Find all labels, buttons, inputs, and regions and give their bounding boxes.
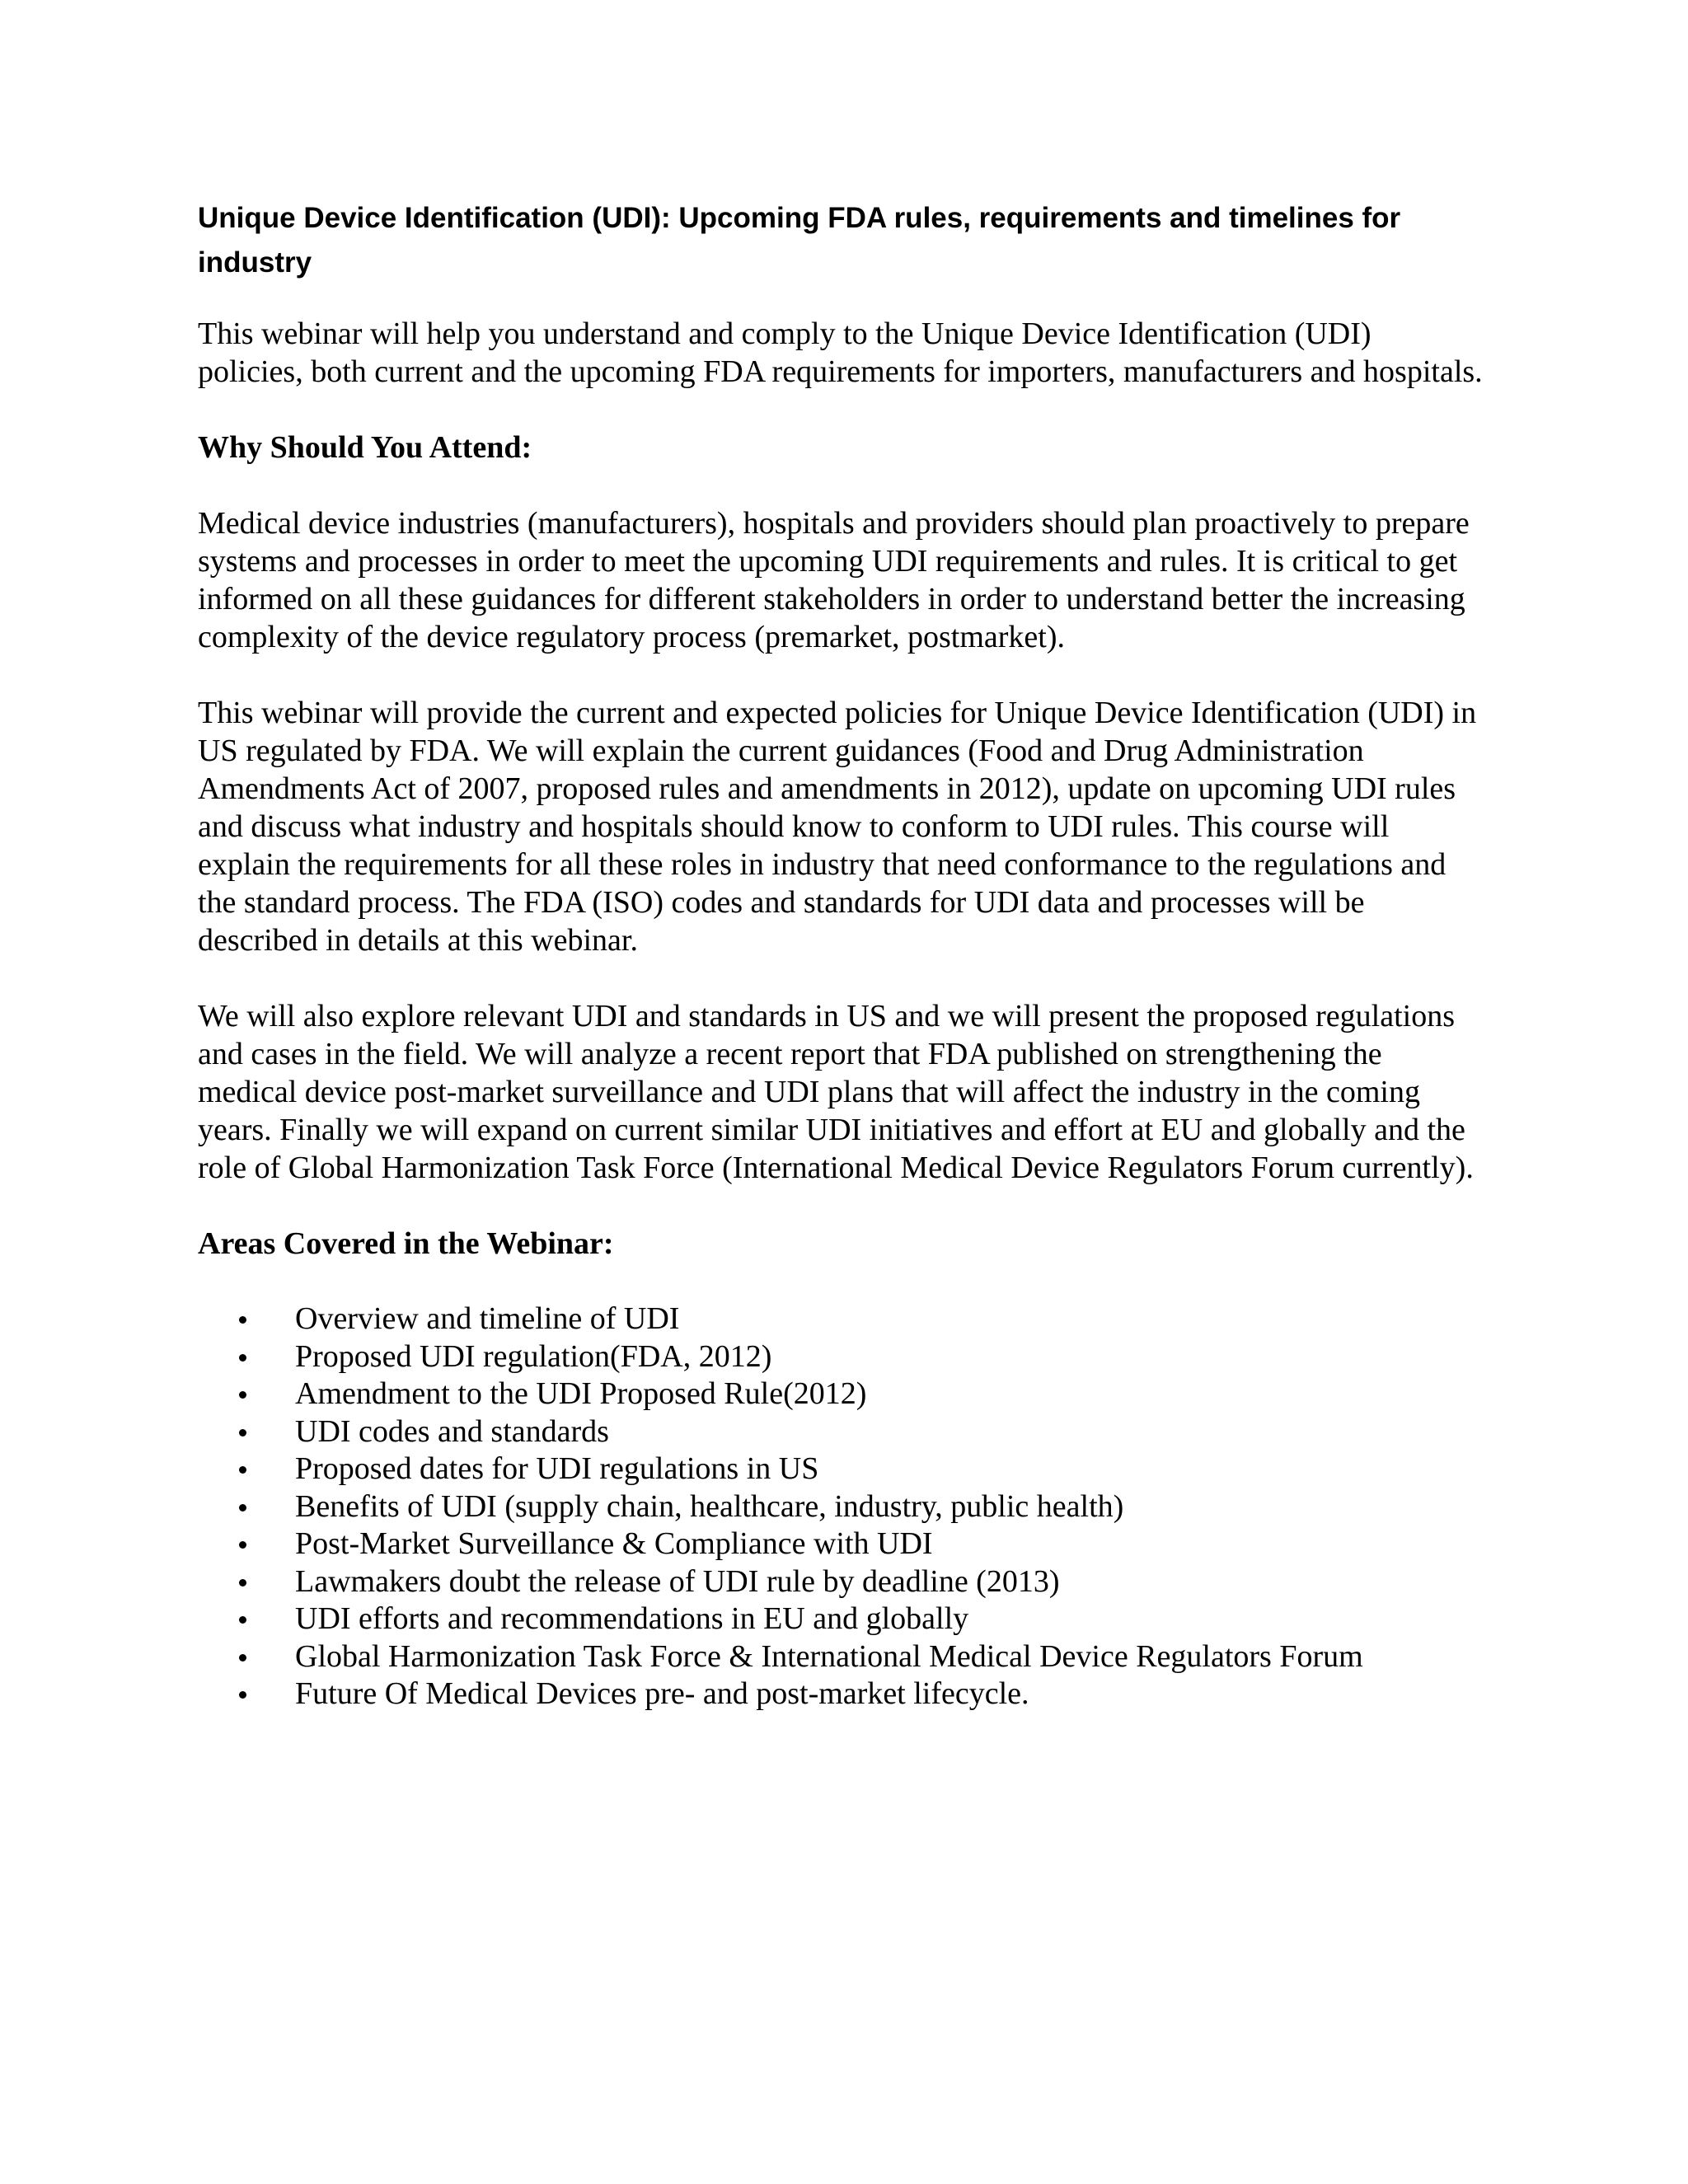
body-paragraph: We will also explore relevant UDI and standards in US and we will present the proposed regulations and cases in the field. We will analyze a recent report that FDA published on strengthening the medical device post-market surveillance and UDI plans that will affect the industry in the coming years. Finally we will expand on current similar UDI initiatives and effort at EU and globally and the role of Global Harmonization Task Force (International Medical Device Regulators Forum currently).	[198, 999, 1474, 1185]
list-item-text: Amendment to the UDI Proposed Rule(2012)	[295, 1376, 867, 1411]
bullet-icon	[239, 1579, 246, 1586]
list-item	[198, 1413, 1484, 1451]
list-item-text: Global Harmonization Task Force & International Medical Device Regulators Forum	[295, 1638, 1363, 1674]
body-paragraph: This webinar will provide the current and expected policies for Unique Device Identification (UDI) in US regulated by FDA. We will explain the current guidances (Food and Drug Administration Amendments Act of 2007, proposed rules and amendments in 2012), update on upcoming UDI rules and discuss what industry and hospitals should know to conform to UDI rules. This course will explain the requirements for all these roles in industry that need conformance to the regulations and the standard process. The FDA (ISO) codes and standards for UDI data and processes will be described in details at this webinar.	[198, 696, 1477, 958]
list-item	[198, 1338, 1484, 1376]
list-item	[198, 1675, 1484, 1713]
list-item-text: Post-Market Surveillance & Compliance with UDI	[295, 1526, 933, 1561]
areas-covered-heading: Areas Covered in the Webinar:	[198, 1226, 614, 1261]
list-item-text: Lawmakers doubt the release of UDI rule by deadline (2013)	[295, 1563, 1060, 1599]
list-item-text: UDI codes and standards	[295, 1413, 609, 1449]
list-item	[198, 1376, 1484, 1413]
list-item	[198, 1451, 1484, 1488]
list-item-text: Benefits of UDI (supply chain, healthcare, industry, public health)	[295, 1488, 1124, 1524]
bullet-icon	[239, 1504, 246, 1511]
document-body	[198, 196, 1484, 1713]
intro-paragraph: This webinar will help you understand and comply to the Unique Device Identification (UDI) policies, both current and the upcoming FDA requirements for importers, manufacturers and hospitals.	[198, 316, 1483, 389]
bullet-icon	[239, 1316, 246, 1324]
areas-covered-list	[198, 1301, 1484, 1713]
list-item-text: UDI efforts and recommendations in EU and globally	[295, 1601, 969, 1636]
bullet-icon	[239, 1616, 246, 1624]
bullet-icon	[239, 1429, 246, 1436]
document-title: Unique Device Identification (UDI): Upcoming FDA rules, requirements and timelines for industry	[198, 202, 1401, 279]
bullet-icon	[239, 1691, 246, 1699]
list-item	[198, 1638, 1484, 1676]
list-item-text: Future Of Medical Devices pre- and post-market lifecycle.	[295, 1676, 1029, 1711]
list-item-text: Overview and timeline of UDI	[295, 1301, 680, 1336]
bullet-icon	[239, 1654, 246, 1661]
list-item-text: Proposed dates for UDI regulations in US	[295, 1451, 819, 1486]
list-item	[198, 1563, 1484, 1601]
list-item-text: Proposed UDI regulation(FDA, 2012)	[295, 1338, 772, 1374]
list-item	[198, 1301, 1484, 1338]
bullet-icon	[239, 1466, 246, 1474]
list-item	[198, 1601, 1484, 1638]
list-item	[198, 1526, 1484, 1563]
body-paragraph: Medical device industries (manufacturers), hospitals and providers should plan proactively to prepare systems and processes in order to meet the upcoming UDI requirements and rules. It is critical to get informed on all these guidances for different stakeholders in order to understand better the increasing complexity of the device regulatory process (premarket, postmarket).	[198, 506, 1470, 654]
bullet-icon	[239, 1391, 246, 1399]
why-attend-heading: Why Should You Attend:	[198, 430, 532, 465]
bullet-icon	[239, 1541, 246, 1549]
bullet-icon	[239, 1354, 246, 1361]
list-item	[198, 1488, 1484, 1526]
